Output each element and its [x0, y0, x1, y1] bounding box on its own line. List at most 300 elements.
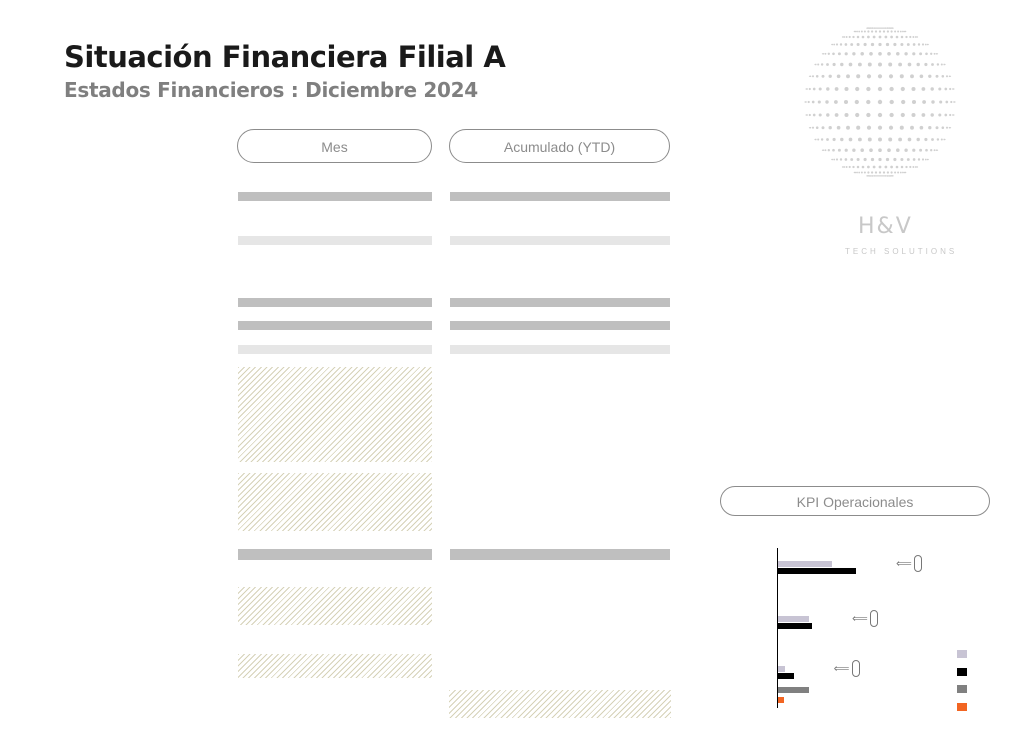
sphere-dot	[901, 113, 905, 117]
kpi-arrow-icon: ⟸	[852, 613, 868, 625]
sphere-dot	[920, 74, 924, 78]
sphere-dot	[887, 171, 889, 173]
sphere-dot	[815, 64, 817, 66]
sphere-dot	[846, 74, 850, 78]
sphere-dot	[950, 76, 951, 77]
sphere-dot	[946, 75, 948, 77]
sphere-dot	[838, 149, 841, 152]
sphere-dot	[896, 166, 899, 169]
sphere-dot	[816, 126, 819, 129]
sphere-dot	[887, 27, 889, 29]
sphere-dot	[946, 127, 948, 129]
sphere-dot	[857, 158, 860, 161]
sphere-dot	[826, 113, 829, 116]
sphere-dot	[855, 100, 859, 104]
band-shade	[238, 236, 432, 245]
sphere-dot	[905, 172, 906, 173]
sphere-dot	[806, 114, 808, 116]
sphere-dot	[905, 36, 907, 38]
kpi-delta-badge	[870, 610, 878, 627]
sphere-dot	[812, 101, 815, 104]
sphere-dot	[823, 149, 825, 151]
sphere-dot	[912, 113, 916, 117]
sphere-dot	[834, 100, 838, 104]
sphere-dot	[886, 158, 889, 161]
sphere-dot	[900, 31, 902, 33]
logo-name: H&V	[858, 214, 913, 239]
legend-swatch	[957, 650, 967, 658]
sphere-dot	[852, 52, 855, 55]
sphere-dot	[866, 100, 870, 104]
sphere-dot	[826, 138, 829, 141]
sphere-dot	[890, 36, 893, 39]
sphere-dot	[871, 30, 873, 32]
sphere-dot	[871, 175, 873, 177]
sphere-dot	[953, 114, 954, 115]
sphere-dot	[889, 126, 893, 130]
sphere-dot	[888, 138, 892, 142]
sphere-dot	[828, 53, 830, 55]
sphere-dot	[878, 63, 882, 67]
sphere-dot	[869, 148, 873, 152]
sphere-dot	[878, 138, 882, 142]
sphere-dot	[902, 172, 904, 174]
sphere-dot	[829, 75, 832, 78]
sphere-dot	[878, 113, 882, 117]
sphere-dot	[823, 53, 825, 55]
sphere-dot	[885, 27, 887, 29]
sphere-dot	[860, 148, 864, 152]
sphere-dot	[855, 87, 859, 91]
sphere-dot	[857, 43, 860, 46]
sphere-dot	[937, 53, 938, 54]
sphere-dot	[878, 100, 882, 104]
sphere-dot	[937, 150, 938, 151]
sphere-dot	[850, 158, 853, 161]
sphere-dot	[819, 113, 822, 116]
sphere-dot	[832, 44, 834, 46]
sphere-dot	[934, 53, 936, 55]
hatch-ind-mes-a	[238, 587, 432, 625]
sphere-dot	[889, 113, 893, 117]
sphere-dot	[896, 148, 900, 152]
sphere-dot	[878, 74, 882, 78]
hatch-balance-mes	[238, 367, 432, 462]
sphere-dot	[887, 52, 891, 56]
sphere-dot	[877, 27, 879, 29]
sphere-dot	[867, 30, 869, 32]
ytd-pill: Acumulado (YTD)	[449, 129, 670, 163]
sphere-dot	[944, 114, 947, 117]
sphere-dot	[843, 36, 845, 38]
sphere-dot	[849, 36, 851, 38]
sphere-dot	[856, 126, 860, 130]
sphere-dot	[864, 30, 866, 32]
sphere-dot	[879, 175, 881, 177]
sphere-dot	[826, 87, 829, 90]
sphere-dot	[920, 126, 924, 130]
sphere-dot	[928, 159, 929, 160]
sphere-dot	[875, 30, 877, 32]
sphere-dot	[855, 31, 857, 33]
sphere-dot	[873, 27, 875, 29]
sphere-dot	[866, 113, 870, 117]
sphere-dot	[821, 138, 823, 140]
sphere-dot	[925, 159, 927, 161]
sphere-dot	[813, 88, 816, 91]
sphere-dot	[883, 171, 885, 173]
sphere-dot	[855, 172, 857, 174]
sphere-dot	[864, 43, 867, 46]
sphere-dot	[934, 149, 936, 151]
sphere-dot	[879, 36, 882, 39]
sphere-dot	[909, 36, 911, 38]
sphere-dot	[937, 63, 939, 65]
sphere-dot	[900, 43, 903, 46]
kpi-bar-bench	[778, 673, 794, 679]
sphere-dot	[883, 175, 885, 177]
sphere-dot	[945, 101, 948, 104]
sphere-dot	[897, 31, 899, 33]
sphere-dot	[922, 113, 926, 117]
sphere-dot	[954, 101, 955, 102]
sphere-dot	[928, 44, 929, 45]
sphere-dot	[822, 75, 825, 78]
sphere-dot	[857, 166, 860, 169]
sphere-dot	[944, 64, 945, 65]
sphere-dot	[909, 166, 911, 168]
sphere-dot	[837, 126, 841, 130]
sphere-dot	[885, 175, 887, 177]
sphere-dot	[939, 100, 942, 103]
sphere-dot	[901, 100, 905, 104]
sphere-dot	[907, 158, 910, 161]
sphere-dot	[833, 138, 836, 141]
sphere-dot	[917, 36, 918, 37]
sphere-dot	[930, 113, 933, 116]
sphere-dot	[907, 43, 910, 46]
sphere-dot	[856, 31, 858, 33]
sphere-dot	[824, 149, 826, 151]
sphere-dot	[849, 63, 853, 67]
sphere-dot	[891, 30, 893, 32]
sphere-dot	[864, 171, 866, 173]
sphere-dot	[837, 74, 841, 78]
page-title: Situación Financiera Filial A	[64, 40, 506, 74]
sphere-dot	[879, 30, 881, 32]
indicator-header-mes	[238, 549, 432, 560]
sphere-dot	[866, 87, 870, 91]
sphere-dot	[944, 139, 945, 140]
sphere-dot	[871, 27, 873, 29]
sphere-dot	[879, 27, 881, 29]
sphere-dot	[825, 100, 828, 103]
sphere-dot	[846, 126, 850, 130]
sphere-dot	[924, 138, 927, 141]
logo-tagline: TECH SOLUTIONS	[845, 247, 958, 256]
kpi-delta-badge	[914, 555, 922, 572]
sphere-dot	[878, 126, 882, 130]
sphere-dot	[905, 31, 906, 32]
sphere-dot	[887, 175, 889, 177]
sphere-dot	[870, 175, 872, 177]
unit-band-ytd	[450, 192, 670, 201]
kpi-bar-wacc-star	[778, 697, 784, 703]
sphere-dot	[908, 138, 912, 142]
sphere-dot	[949, 88, 951, 90]
sphere-dot	[809, 114, 811, 116]
sphere-dot	[849, 138, 853, 142]
sphere-dot	[890, 166, 893, 169]
sphere-dot	[892, 175, 893, 176]
sphere-dot	[953, 88, 954, 89]
sphere-dot	[826, 63, 829, 66]
legend-swatch	[957, 668, 967, 676]
sphere-dot	[928, 126, 931, 129]
sphere-dot	[883, 30, 885, 32]
sphere-dot	[878, 43, 881, 46]
sphere-dot	[856, 172, 858, 174]
sphere-dot	[936, 126, 939, 129]
sphere-dot	[845, 158, 848, 161]
kpi-bar-real	[778, 666, 785, 672]
sphere-dot	[898, 63, 902, 67]
sphere-dot	[890, 100, 894, 104]
sphere-dot	[941, 138, 943, 140]
sphere-dot	[902, 31, 904, 33]
sphere-dot	[871, 158, 874, 161]
sphere-dot	[922, 158, 924, 160]
sphere-dot	[922, 87, 926, 91]
sphere-dot	[916, 63, 919, 66]
band-highlight	[238, 298, 432, 307]
sphere-dot	[809, 88, 811, 90]
sphere-dot	[824, 53, 826, 55]
sphere-dot	[879, 166, 882, 169]
hatch-ind-mes-b	[238, 654, 432, 678]
sphere-dot	[919, 149, 922, 152]
sphere-dot	[901, 166, 904, 169]
sphere-dot	[835, 87, 839, 91]
sphere-dot	[881, 175, 883, 177]
sphere-dot	[816, 75, 819, 78]
sphere-dot	[894, 171, 896, 173]
sphere-dot	[855, 113, 859, 117]
sphere-dot	[918, 158, 920, 160]
sphere-dot	[832, 149, 835, 152]
sphere-dot	[844, 100, 848, 104]
sphere-dot	[817, 63, 819, 65]
sphere-dot	[875, 27, 877, 29]
sphere-dot	[917, 166, 918, 167]
sphere-dot	[856, 74, 860, 78]
hatch-ind-ytd	[449, 690, 671, 718]
sphere-dot	[910, 74, 914, 78]
sphere-dot	[925, 149, 928, 152]
sphere-dot	[832, 52, 835, 55]
sphere-dot	[928, 75, 931, 78]
kpi-arrow-icon: ⟸	[833, 663, 850, 675]
indicator-header-ytd	[450, 549, 670, 560]
sphere-dot	[843, 166, 845, 168]
sphere-dot	[846, 36, 848, 38]
hatch-flows-mes	[238, 473, 432, 531]
sphere-dot	[858, 63, 862, 67]
sphere-dot	[930, 53, 932, 55]
sphere-dot	[850, 43, 853, 46]
sphere-dot	[931, 138, 934, 141]
sphere-dot	[900, 172, 902, 174]
sphere-dot	[870, 27, 872, 29]
sphere-dot	[930, 149, 932, 151]
sphere-dot	[900, 74, 904, 78]
sphere-dot	[925, 44, 927, 46]
sphere-dot	[833, 159, 835, 161]
sphere-dot	[873, 166, 876, 169]
sphere-dot	[867, 36, 870, 39]
sphere-dot	[808, 101, 810, 103]
sphere-dot	[812, 127, 814, 129]
sphere-dot	[930, 87, 933, 90]
sphere-dot	[858, 138, 862, 142]
mes-pill: Mes	[237, 129, 432, 163]
legend-swatch	[957, 685, 967, 693]
sphere-logo-icon	[800, 12, 960, 212]
sphere-dot	[949, 114, 951, 116]
sphere-dot	[867, 166, 870, 169]
sphere-dot	[806, 88, 808, 90]
sphere-dot	[810, 75, 812, 77]
sphere-dot	[845, 149, 848, 152]
sphere-dot	[912, 100, 916, 104]
sphere-dot	[873, 175, 875, 177]
sphere-dot	[858, 31, 860, 33]
sphere-dot	[925, 52, 928, 55]
kpi-bar-real	[778, 616, 809, 622]
sphere-dot	[845, 113, 849, 117]
sphere-dot	[864, 158, 867, 161]
sphere-dot	[821, 63, 823, 65]
unit-band-mes	[238, 192, 432, 201]
sphere-dot	[849, 166, 851, 168]
sphere-dot	[813, 114, 816, 117]
kpi-arrow-icon: ⟸	[896, 558, 912, 570]
sphere-dot	[877, 175, 879, 177]
sphere-dot	[885, 36, 888, 39]
sphere-dot	[922, 43, 924, 45]
sphere-dot	[805, 101, 807, 103]
sphere-dot	[885, 166, 888, 169]
sphere-dot	[818, 100, 821, 103]
sphere-dot	[846, 166, 848, 168]
band-shade	[450, 236, 670, 245]
sphere-dot	[896, 52, 900, 56]
sphere-dot	[905, 166, 907, 168]
kpi-bar-real	[778, 561, 832, 567]
sphere-dot	[931, 100, 934, 103]
sphere-dot	[942, 75, 945, 78]
sphere-dot	[875, 171, 877, 173]
sphere-dot	[836, 158, 838, 160]
sphere-dot	[828, 149, 830, 151]
kpi-bar-bench	[778, 568, 856, 574]
sphere-dot	[815, 139, 817, 141]
sphere-dot	[916, 138, 919, 141]
sphere-dot	[861, 31, 863, 33]
sphere-dot	[897, 172, 899, 174]
sphere-dot	[889, 87, 893, 91]
sphere-dot	[938, 87, 941, 90]
sphere-dot	[871, 43, 874, 46]
sphere-dot	[887, 30, 889, 32]
sphere-dot	[889, 74, 893, 78]
sphere-dot	[845, 43, 848, 46]
sphere-dot	[937, 138, 939, 140]
sphere-dot	[904, 149, 907, 152]
sphere-dot	[910, 126, 914, 130]
sphere-dot	[878, 87, 882, 91]
sphere-dot	[857, 36, 860, 39]
sphere-dot	[836, 43, 838, 45]
sphere-dot	[881, 27, 883, 29]
sphere-dot	[924, 63, 927, 66]
sphere-dot	[845, 87, 849, 91]
band-shade	[450, 345, 670, 354]
sphere-dot	[845, 52, 848, 55]
sphere-dot	[858, 172, 860, 174]
sphere-dot	[894, 30, 896, 32]
sphere-dot	[852, 36, 854, 38]
sphere-dot	[812, 75, 814, 77]
sphere-dot	[822, 126, 825, 129]
sphere-dot	[860, 52, 864, 56]
sphere-dot	[922, 100, 926, 104]
sphere-dot	[871, 171, 873, 173]
sphere-dot	[861, 172, 863, 174]
sphere-dot	[840, 43, 842, 45]
sphere-dot	[867, 126, 871, 130]
sphere-dot	[873, 36, 876, 39]
sphere-dot	[862, 166, 865, 169]
sphere-dot	[913, 43, 916, 46]
band-highlight	[450, 298, 670, 307]
sphere-dot	[868, 138, 872, 142]
sphere-dot	[886, 43, 889, 46]
sphere-dot	[883, 27, 885, 29]
sphere-dot	[852, 149, 855, 152]
sphere-dot	[901, 87, 905, 91]
page-subtitle: Estados Financieros : Diciembre 2024	[64, 78, 478, 102]
sphere-dot	[840, 63, 843, 66]
sphere-dot	[867, 171, 869, 173]
sphere-dot	[944, 88, 947, 91]
sphere-dot	[912, 166, 914, 168]
sphere-dot	[810, 127, 812, 129]
sphere-dot	[840, 158, 842, 160]
band-highlight	[450, 321, 670, 330]
sphere-dot	[869, 52, 873, 56]
sphere-dot	[833, 44, 835, 46]
sphere-dot	[912, 87, 916, 91]
sphere-dot	[942, 126, 945, 129]
sphere-dot	[819, 87, 822, 90]
sphere-dot	[892, 28, 893, 29]
sphere-dot	[950, 127, 951, 128]
band-shade	[238, 345, 432, 354]
sphere-dot	[941, 63, 943, 65]
sphere-dot	[919, 52, 922, 55]
sphere-dot	[832, 159, 834, 161]
